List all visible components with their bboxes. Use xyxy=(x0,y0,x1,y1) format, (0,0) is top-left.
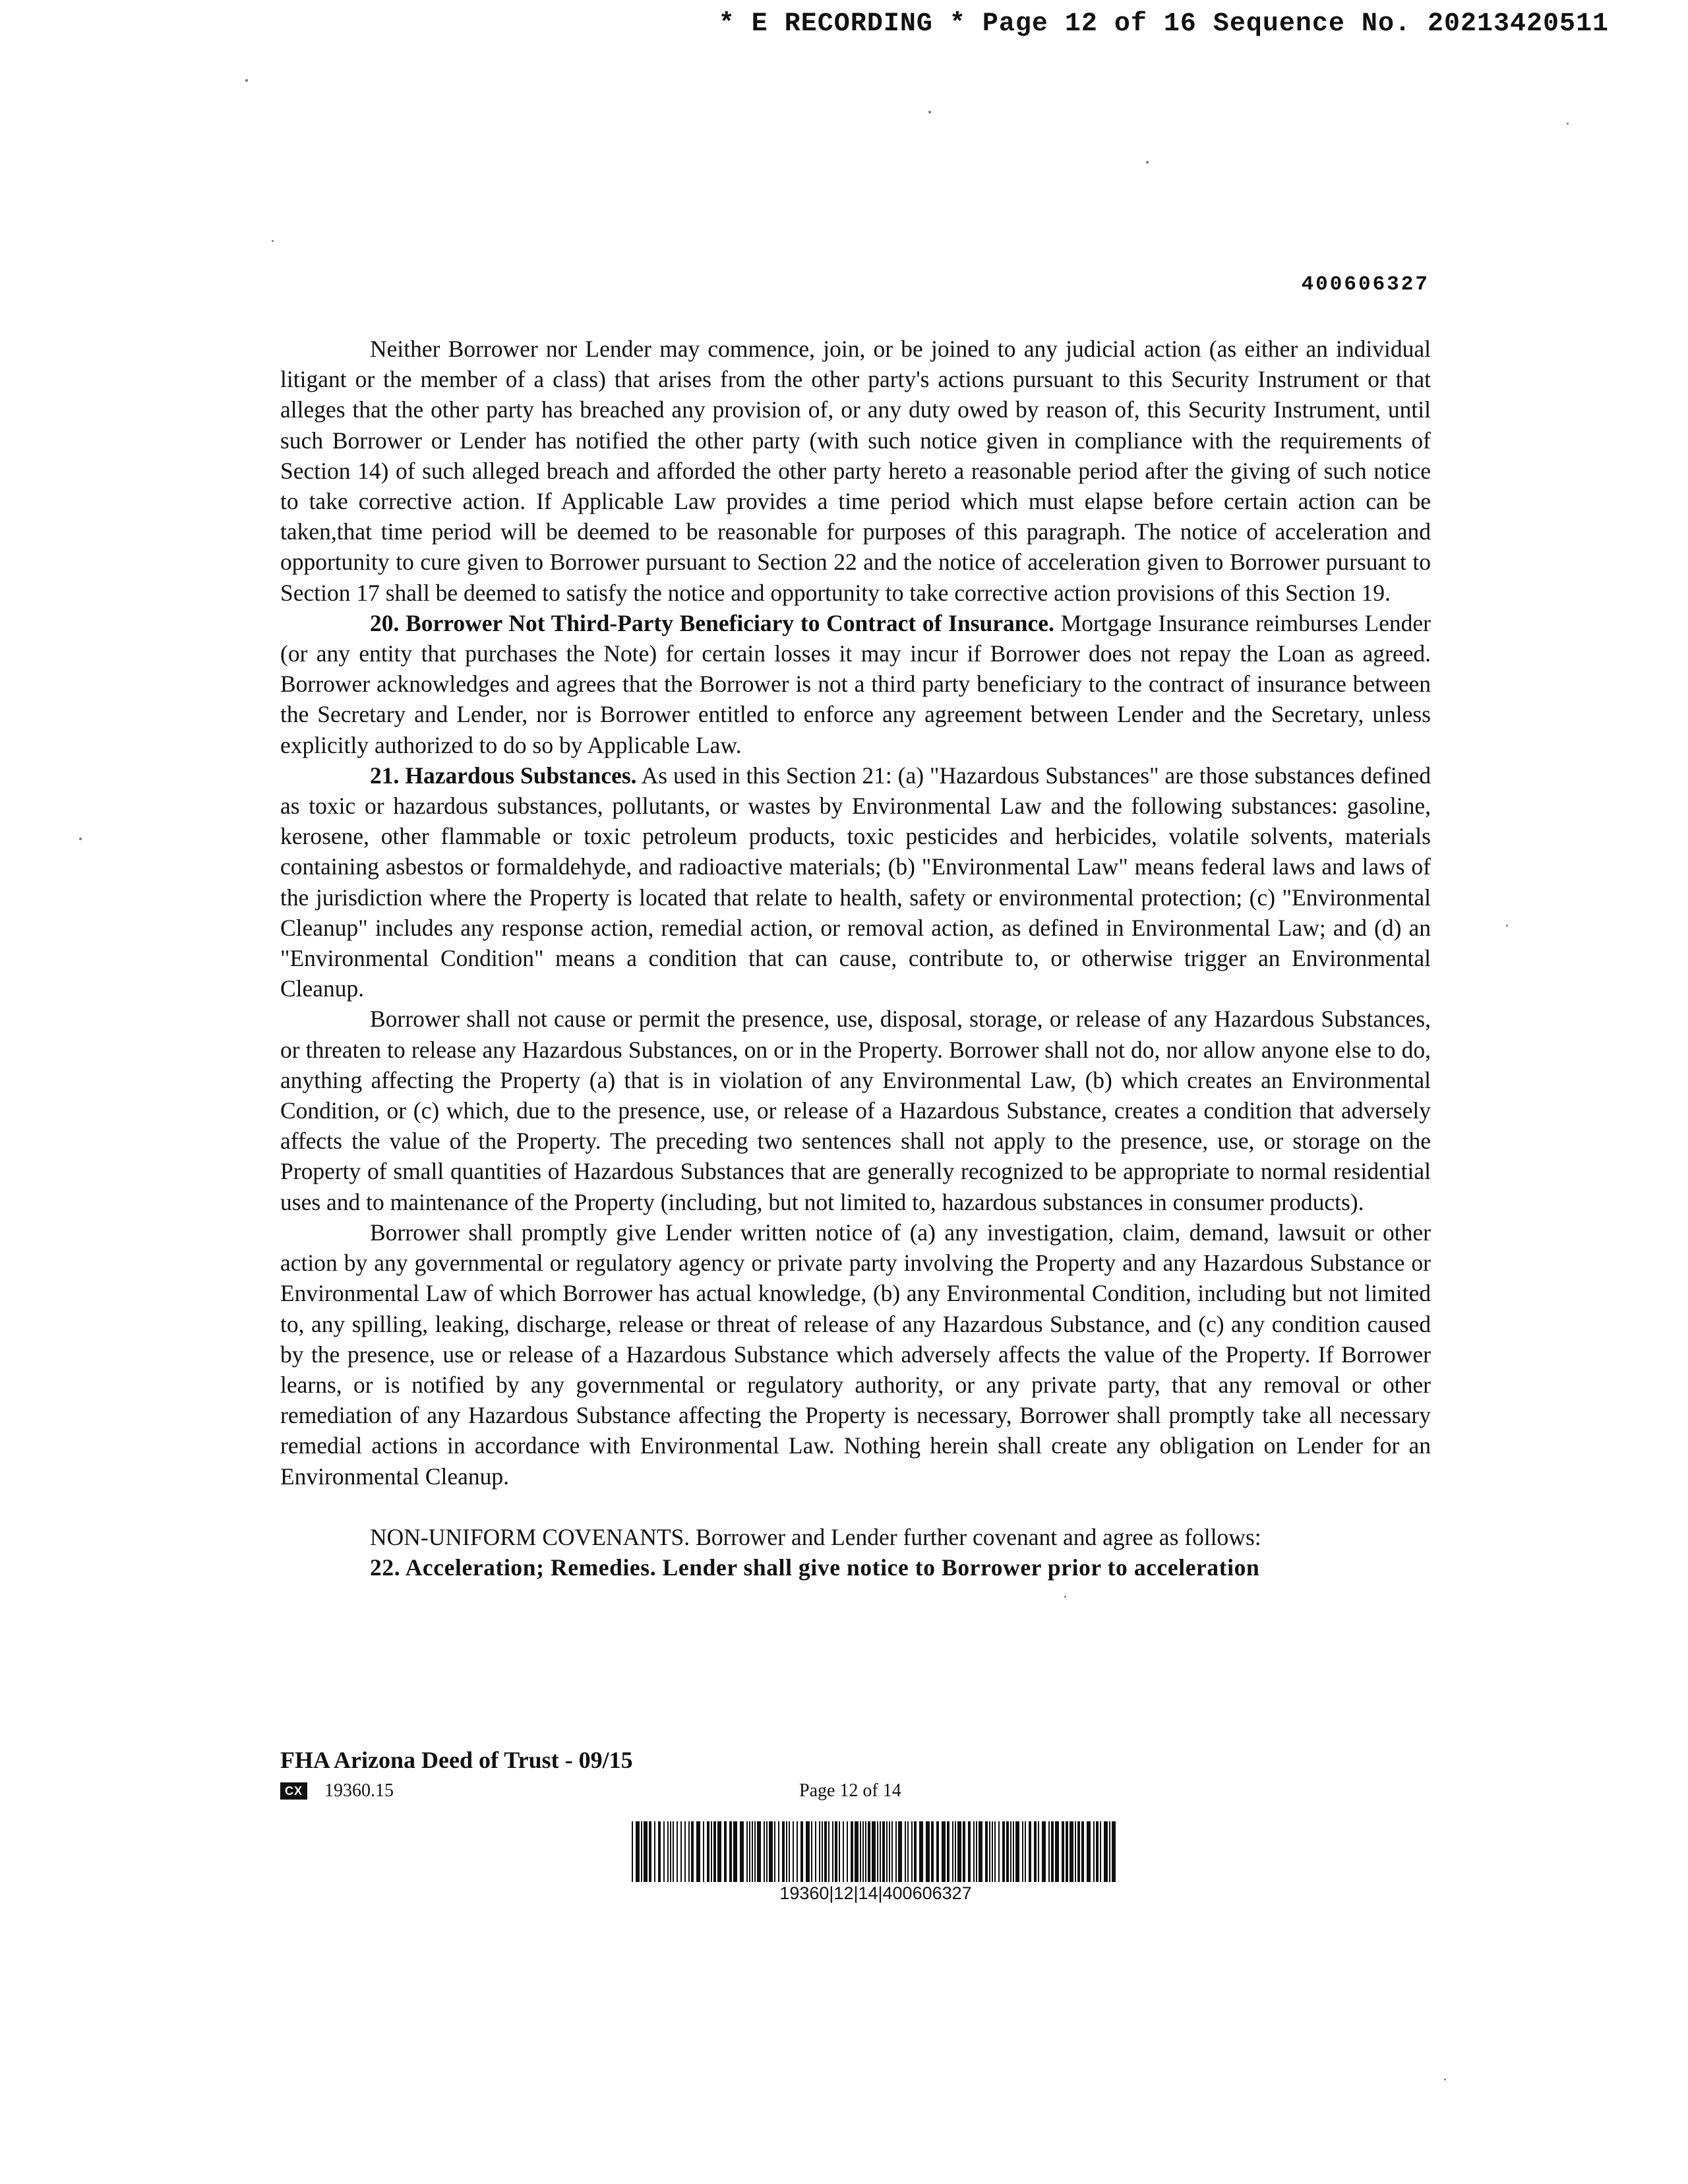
barcode-bar xyxy=(905,1821,906,1882)
barcode-bar xyxy=(793,1821,794,1882)
barcode-bar xyxy=(936,1821,939,1882)
barcode-bar xyxy=(717,1821,721,1882)
page-number: Page 12 of 14 xyxy=(799,1780,901,1801)
section-20 xyxy=(280,608,1431,760)
barcode-bar xyxy=(733,1821,737,1882)
barcode-bar xyxy=(847,1821,848,1882)
barcode-bar xyxy=(691,1821,694,1882)
barcode-bar xyxy=(815,1821,816,1882)
barcode-bar xyxy=(835,1821,837,1882)
barcode-bar xyxy=(843,1821,844,1882)
barcode-bar xyxy=(1100,1821,1101,1882)
barcode-bar xyxy=(1010,1821,1011,1882)
barcode-bar xyxy=(1006,1821,1009,1882)
barcode-bar xyxy=(746,1821,748,1882)
barcode-bar xyxy=(998,1821,1000,1882)
barcode-bar xyxy=(839,1821,840,1882)
barcode-bar xyxy=(713,1821,716,1882)
paragraph-borrower-shall-not: Borrower shall not cause or permit the presence, use, disposal, storage, or release of any Hazardous Substances, or threaten to release any Hazardous Substances, on or in the Property. Borrower shall not do, nor allow anyone else to do, anything affecting the Property (a) that is in violation of any Environmental Law, (b) which creates an Environmental Condition, or (c) which, due to the presence, use, or release of a Hazardous Substance, creates a condition that adversely affects the value of the Property. The preceding two sentences shall not apply to the presence, use, or storage on the Property of small quantities of Hazardous Substances that are generally recognized to be appropriate to normal residential uses and to maintenance of the Property (including, but not limited to, hazardous substances in consumer products). xyxy=(280,1006,1431,1215)
barcode-bar xyxy=(1042,1821,1046,1882)
barcode-bar xyxy=(1062,1821,1064,1882)
recording-header: * E RECORDING * Page 12 of 16 Sequence No. 20213420511 xyxy=(718,9,1609,39)
barcode-bar xyxy=(636,1821,640,1882)
barcode-bar xyxy=(832,1821,833,1882)
barcode-bar xyxy=(886,1821,888,1882)
barcode-bar xyxy=(952,1821,953,1882)
barcode-bar xyxy=(1002,1821,1005,1882)
barcode-bar xyxy=(782,1821,785,1882)
barcode-bar xyxy=(992,1821,993,1882)
barcode-bar xyxy=(1013,1821,1014,1882)
barcode-bar xyxy=(985,1821,988,1882)
barcode-bar xyxy=(769,1821,773,1882)
barcode-bar xyxy=(789,1821,790,1882)
barcode-bar xyxy=(895,1821,897,1882)
scan-speck xyxy=(1444,2078,1446,2080)
barcode-bar xyxy=(1066,1821,1068,1882)
barcode-bar xyxy=(1087,1821,1091,1882)
barcode-bar xyxy=(696,1821,700,1882)
barcode-bar xyxy=(926,1821,930,1882)
barcode-bar xyxy=(868,1821,870,1882)
barcode-bar xyxy=(979,1821,982,1882)
loan-number: 400606327 xyxy=(1301,273,1430,296)
barcode-bar xyxy=(663,1821,665,1882)
barcode-bar xyxy=(757,1821,761,1882)
section-20-heading: 20. Borrower Not Third-Party Beneficiary to Contract of Insurance. xyxy=(370,609,1054,636)
barcode-bar xyxy=(973,1821,975,1882)
barcode-bar xyxy=(797,1821,798,1882)
form-title: FHA Arizona Deed of Trust - 09/15 xyxy=(280,1747,633,1773)
barcode-bar xyxy=(641,1821,642,1882)
barcode-bar xyxy=(819,1821,820,1882)
barcode-bar xyxy=(644,1821,648,1882)
barcode-bar xyxy=(667,1821,669,1882)
barcode-bar xyxy=(957,1821,961,1882)
barcode-bar xyxy=(968,1821,971,1882)
barcode-bar xyxy=(684,1821,686,1882)
barcode-bar xyxy=(811,1821,812,1882)
document-body xyxy=(280,334,1431,1583)
barcode-bar xyxy=(955,1821,956,1882)
barcode-bar xyxy=(654,1821,655,1882)
barcode-bar xyxy=(1029,1821,1031,1882)
barcode-bar xyxy=(1038,1821,1039,1882)
scan-speck xyxy=(928,111,931,113)
form-code-line xyxy=(280,1780,394,1802)
barcode-bar xyxy=(673,1821,674,1882)
barcode-bar xyxy=(907,1821,909,1882)
barcode-bar xyxy=(947,1821,950,1882)
barcode-bar xyxy=(778,1821,779,1882)
paragraph-borrower-notice: Borrower shall promptly give Lender written notice of (a) any investigation, claim, demand, lawsuit or other action by any governmental or regulatory agency or private party involving the Property and any Hazardous Substance or Environmental Law of which Borrower has actual knowledge, (b) any Environmental Condition, including but not limited to, any spilling, leaking, discharge, release or threat of release of any Hazardous Substance, and (c) any condition caused by the presence, use or release of a Hazardous Substance which adversely affects the value of the Property. If Borrower learns, or is notified by any governmental or regulatory authority, or any private party, that any removal or other remediation of any Hazardous Substance affecting the Property is necessary, Borrower shall promptly take all necessary remedial actions in accordance with Environmental Law. Nothing herein shall create any obligation on Lender for an Environmental Cleanup. xyxy=(280,1219,1431,1490)
barcode-bar xyxy=(1025,1821,1026,1882)
barcode-caption: 19360|12|14|400606327 xyxy=(779,1883,972,1903)
scan-speck xyxy=(1567,123,1569,125)
barcode-bar xyxy=(724,1821,727,1882)
barcode-bar xyxy=(1034,1821,1037,1882)
barcode-bar xyxy=(889,1821,890,1882)
barcode-bar xyxy=(914,1821,917,1882)
barcode-bar xyxy=(1096,1821,1099,1882)
paragraph-spacer xyxy=(280,1492,1431,1522)
scan-speck xyxy=(1146,161,1149,164)
barcode-bar xyxy=(976,1821,977,1882)
section-21 xyxy=(280,760,1431,1004)
barcode-bar xyxy=(872,1821,876,1882)
barcode-bar xyxy=(1081,1821,1084,1882)
barcode-bar xyxy=(860,1821,861,1882)
barcode-bar xyxy=(649,1821,651,1882)
barcode-bar xyxy=(632,1821,633,1882)
barcode-bar xyxy=(658,1821,661,1882)
barcode-bar xyxy=(882,1821,885,1882)
barcode-bar xyxy=(1051,1821,1054,1882)
barcode-bar xyxy=(749,1821,750,1882)
barcode-bar xyxy=(703,1821,704,1882)
barcode-bar xyxy=(898,1821,902,1882)
scan-speck xyxy=(1506,925,1508,926)
barcode-bar xyxy=(1015,1821,1019,1882)
non-uniform-covenants: NON-UNIFORM COVENANTS. Borrower and Lender further covenant and agree as follows: xyxy=(370,1523,1261,1550)
barcode-bar xyxy=(963,1821,965,1882)
barcode-bar xyxy=(855,1821,859,1882)
barcode-graphic xyxy=(632,1821,1120,1882)
scan-speck xyxy=(1064,1596,1066,1598)
barcode-bar xyxy=(752,1821,753,1882)
barcode-bar xyxy=(754,1821,756,1882)
section-21-body: As used in this Section 21: (a) "Hazardous Substances" are those substances defined as toxic or hazardous substances, pollutants, or wastes by Environmental Law and the following substances: gasoline, kerosene, other flammable or toxic petroleum products, toxic pesticides and herbicides, volatile solvents, materials containing asbestos or formaldehyde, and radioactive materials; (b) "Environmental Law" means federal laws and laws of the jurisdiction where the Property is located that relate to health, safety or environmental protection; (c) "Environmental Cleanup" includes any response action, remedial action, or removal action, as defined in Environmental Law; and (d) an "Environmental Condition" means a condition that can cause, contribute to, or otherwise trigger an Environmental Cleanup. xyxy=(280,762,1431,1002)
scan-speck xyxy=(272,240,274,242)
cx-logo-icon: CX xyxy=(280,1782,307,1800)
barcode-bar xyxy=(1104,1821,1108,1882)
barcode-bar xyxy=(931,1821,934,1882)
barcode-bar xyxy=(994,1821,996,1882)
barcode-bar xyxy=(1055,1821,1059,1882)
barcode-bar xyxy=(911,1821,913,1882)
barcode-bar xyxy=(1022,1821,1023,1882)
barcode-bar xyxy=(711,1821,712,1882)
scan-speck xyxy=(79,837,82,840)
barcode-bar xyxy=(880,1821,881,1882)
barcode-bar xyxy=(891,1821,893,1882)
barcode-bar xyxy=(828,1821,829,1882)
barcode-bar xyxy=(942,1821,946,1882)
barcode-bar xyxy=(1048,1821,1050,1882)
barcode-bar xyxy=(862,1821,864,1882)
barcode-bar xyxy=(822,1821,823,1882)
barcode-bar xyxy=(800,1821,803,1882)
barcode-bar xyxy=(919,1821,923,1882)
form-code: 19360.15 xyxy=(324,1780,394,1801)
barcode-bar xyxy=(774,1821,775,1882)
barcode-bar xyxy=(865,1821,866,1882)
paragraph-judicial-action: Neither Borrower nor Lender may commence, join, or be joined to any judicial action (as either an individual litigant or the member of a class) that arises from the other party's actions pursuant to this Security Instrument or that alleges that the other party has breached any provision of, or any duty owed by reason of, this Security Instrument, until such Borrower or Lender has notified the other party (with such notice given in compliance with the requirements of Section 14) of such alleged breach and afforded the other party hereto a reasonable period after the giving of such notice to take corrective action. If Applicable Law provides a time period which must elapse before certain action can be taken,that time period will be deemed to be reasonable for purposes of this paragraph. The notice of acceleration and opportunity to cure given to Borrower pursuant to Section 22 and the notice of acceleration given to Borrower pursuant to Section 17 shall be deemed to satisfy the notice and opportunity to take corrective action provisions of this Section 19. xyxy=(280,336,1431,606)
barcode-bar xyxy=(851,1821,853,1882)
section-20-body: Mortgage Insurance reimburses Lender (or any entity that purchases the Note) for certain losses it may incur if Borrower does not repay the Loan as agreed. Borrower acknowledges and agrees that the Borrower is not a third party beneficiary to the contract of insurance between the Secretary and Lender, nor is Borrower entitled to enforce any agreement between Lender and the Secretary, unless explicitly authorized to do so by Applicable Law. xyxy=(280,609,1431,758)
barcode-bar xyxy=(806,1821,810,1882)
barcode-bar xyxy=(1075,1821,1076,1882)
barcode-bar xyxy=(670,1821,671,1882)
barcode-bar xyxy=(688,1821,690,1882)
barcode-bar xyxy=(989,1821,990,1882)
barcode-bar xyxy=(680,1821,682,1882)
barcode xyxy=(632,1821,1120,1904)
section-22-heading: 22. Acceleration; Remedies. Lender shall give notice to Borrower prior to acceleration xyxy=(370,1554,1260,1581)
scan-speck xyxy=(245,79,248,82)
barcode-bar xyxy=(740,1821,744,1882)
barcode-bar xyxy=(677,1821,678,1882)
barcode-bar xyxy=(1070,1821,1073,1882)
section-21-heading: 21. Hazardous Substances. xyxy=(370,762,637,789)
barcode-bar xyxy=(1077,1821,1080,1882)
barcode-bar xyxy=(786,1821,787,1882)
barcode-bar xyxy=(824,1821,827,1882)
barcode-bar xyxy=(766,1821,768,1882)
barcode-bar xyxy=(1112,1821,1116,1882)
barcode-bar xyxy=(1109,1821,1110,1882)
barcode-bar xyxy=(1093,1821,1095,1882)
barcode-bar xyxy=(729,1821,732,1882)
barcode-bar xyxy=(877,1821,878,1882)
barcode-bar xyxy=(764,1821,765,1882)
barcode-bar xyxy=(707,1821,709,1882)
